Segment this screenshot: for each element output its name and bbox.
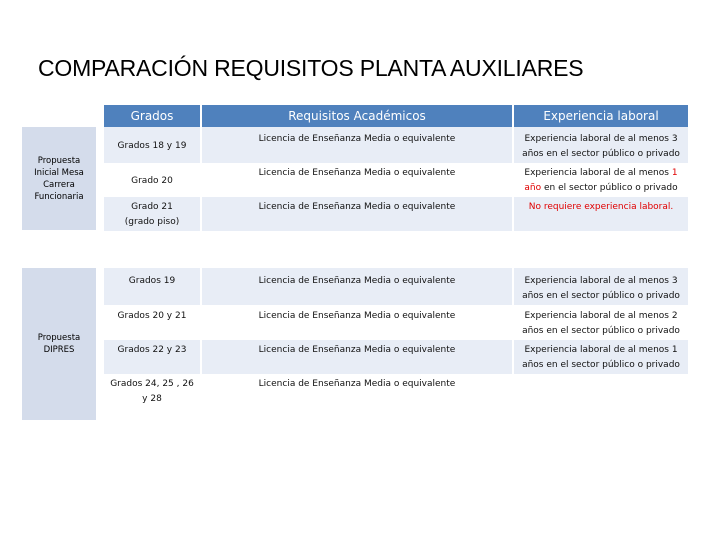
experiencia-cell: Experiencia laboral de al menos 2 años en el sector público o privado (522, 311, 680, 336)
requisito-cell: Licencia de Enseñanza Media o equivalente (258, 379, 456, 389)
header-experiencia (514, 105, 688, 127)
column-divider (512, 127, 514, 231)
page-title: COMPARACIÓN REQUISITOS PLANTA AUXILIARES (38, 55, 584, 81)
grado-cell: Grados 20 y 21 (117, 311, 187, 321)
requisito-cell: Licencia de Enseñanza Media o equivalente (258, 168, 456, 178)
grado-cell: Grados 19 (128, 276, 176, 286)
experiencia-cell: Experiencia laboral de al menos 3 años en el sector público o privado (522, 134, 680, 159)
experiencia-cell: Experiencia laboral de al menos 1 años en el sector público o privado (522, 345, 680, 370)
experiencia-highlight: 1 año (524, 168, 678, 193)
group-cell-dipres (22, 268, 96, 420)
column-divider (512, 268, 514, 420)
grado-cell: Grado 21 (grado piso) (124, 202, 180, 227)
table-row (104, 377, 200, 407)
grado-cell: Grado 20 (131, 176, 173, 186)
grado-cell: Grados 24, 25 , 26 y 28 (110, 379, 194, 404)
experiencia-text: Experiencia laboral de al menos (524, 168, 672, 178)
requisito-cell: Licencia de Enseñanza Media o equivalente (258, 134, 456, 144)
experiencia-cell: No requiere experiencia laboral. (528, 202, 674, 212)
table-row (104, 174, 200, 189)
table-row (104, 200, 200, 230)
header-requisitos (202, 105, 512, 127)
experiencia-cell (516, 166, 686, 196)
grado-cell: Grados 18 y 19 (117, 141, 187, 151)
requisito-cell: Licencia de Enseñanza Media o equivalente (258, 202, 456, 212)
group-cell-mesa (22, 127, 96, 230)
group-label-dipres: Propuesta DIPRES (37, 333, 81, 355)
table-row (104, 139, 200, 154)
table-row (104, 309, 200, 324)
experiencia-cell: Experiencia laboral de al menos 3 años en el sector público o privado (522, 276, 680, 301)
requisito-cell: Licencia de Enseñanza Media o equivalente (258, 311, 456, 321)
requisito-cell: Licencia de Enseñanza Media o equivalente (258, 276, 456, 286)
experiencia-text: en el sector público o privado (541, 183, 678, 193)
table-row (104, 343, 200, 358)
group-label-mesa: Propuesta Inicial Mesa Carrera Funcionaria (34, 155, 84, 202)
grado-cell: Grados 22 y 23 (117, 345, 187, 355)
header-requisitos-label: Requisitos Académicos (288, 109, 426, 123)
requisito-cell: Licencia de Enseñanza Media o equivalente (258, 345, 456, 355)
header-grados-label: Grados (130, 109, 174, 123)
header-grados (104, 105, 200, 127)
table-row (104, 274, 200, 289)
header-experiencia-label: Experiencia laboral (543, 109, 659, 123)
